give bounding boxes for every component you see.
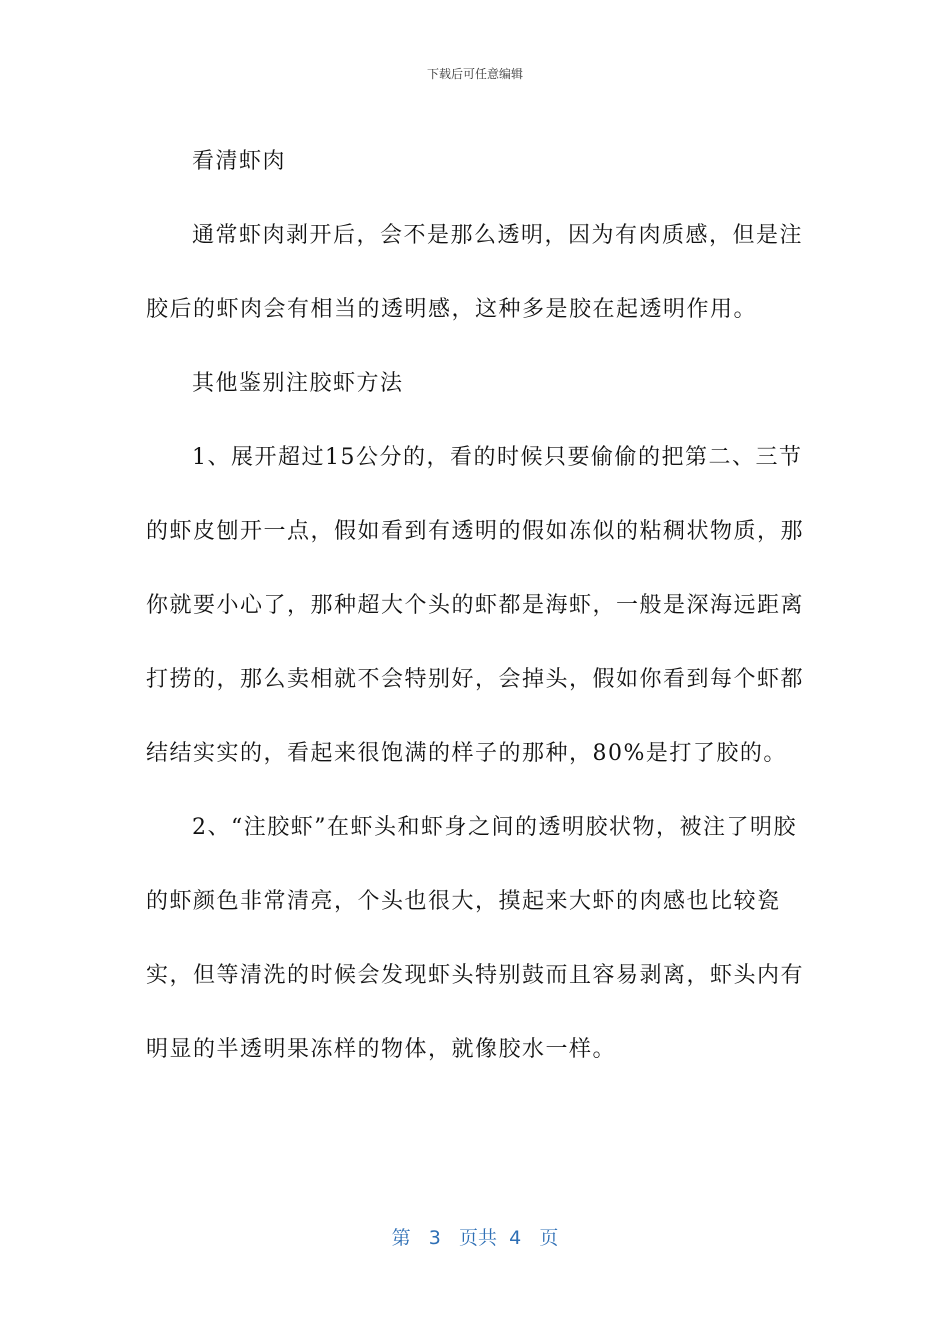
- paragraph-method-1: 1、展开超过15公分的，看的时候只要偷偷的把第二、三节的虾皮刨开一点，假如看到有透明的假如冻似的粘稠状物质，那你就要小心了，那种超大个头的虾都是海虾，一般是深海远距离打捞的，那么卖相就不会特别好，会掉头，假如你看到每个虾都结结实实的，看起来很饱满的样子的那种，80%是打了胶的。: [146, 445, 805, 766]
- footer-middle: 页共: [459, 1227, 498, 1249]
- footer-current-page: 3: [428, 1227, 441, 1249]
- paragraph-shrimp-meat-transparency: 通常虾肉剥开后，会不是那么透明，因为有肉质感，但是注胶后的虾肉会有相当的透明感，这种多是胶在起透明作用。: [146, 223, 804, 322]
- paragraph-method-2: 2、“注胶虾”在虾头和虾身之间的透明胶状物，被注了明胶的虾颜色非常清亮，个头也很大，摸起来大虾的肉感也比较瓷实，但等清洗的时候会发现虾头特别鼓而且容易剥离，虾头内有明显的半透明果冻样的物体，就像胶水一样。: [146, 815, 805, 1062]
- footer-total-pages: 4: [509, 1227, 522, 1249]
- document-body: [146, 125, 806, 1087]
- page-header: 下载后可任意编辑: [426, 67, 523, 81]
- page-footer: [0, 1226, 950, 1250]
- footer-prefix: 第: [391, 1227, 411, 1249]
- footer-suffix: 页: [539, 1227, 559, 1249]
- paragraph-heading-other-methods: 其他鉴别注胶虾方法: [192, 371, 404, 396]
- paragraph-heading-shrimp-meat: 看清虾肉: [192, 149, 287, 174]
